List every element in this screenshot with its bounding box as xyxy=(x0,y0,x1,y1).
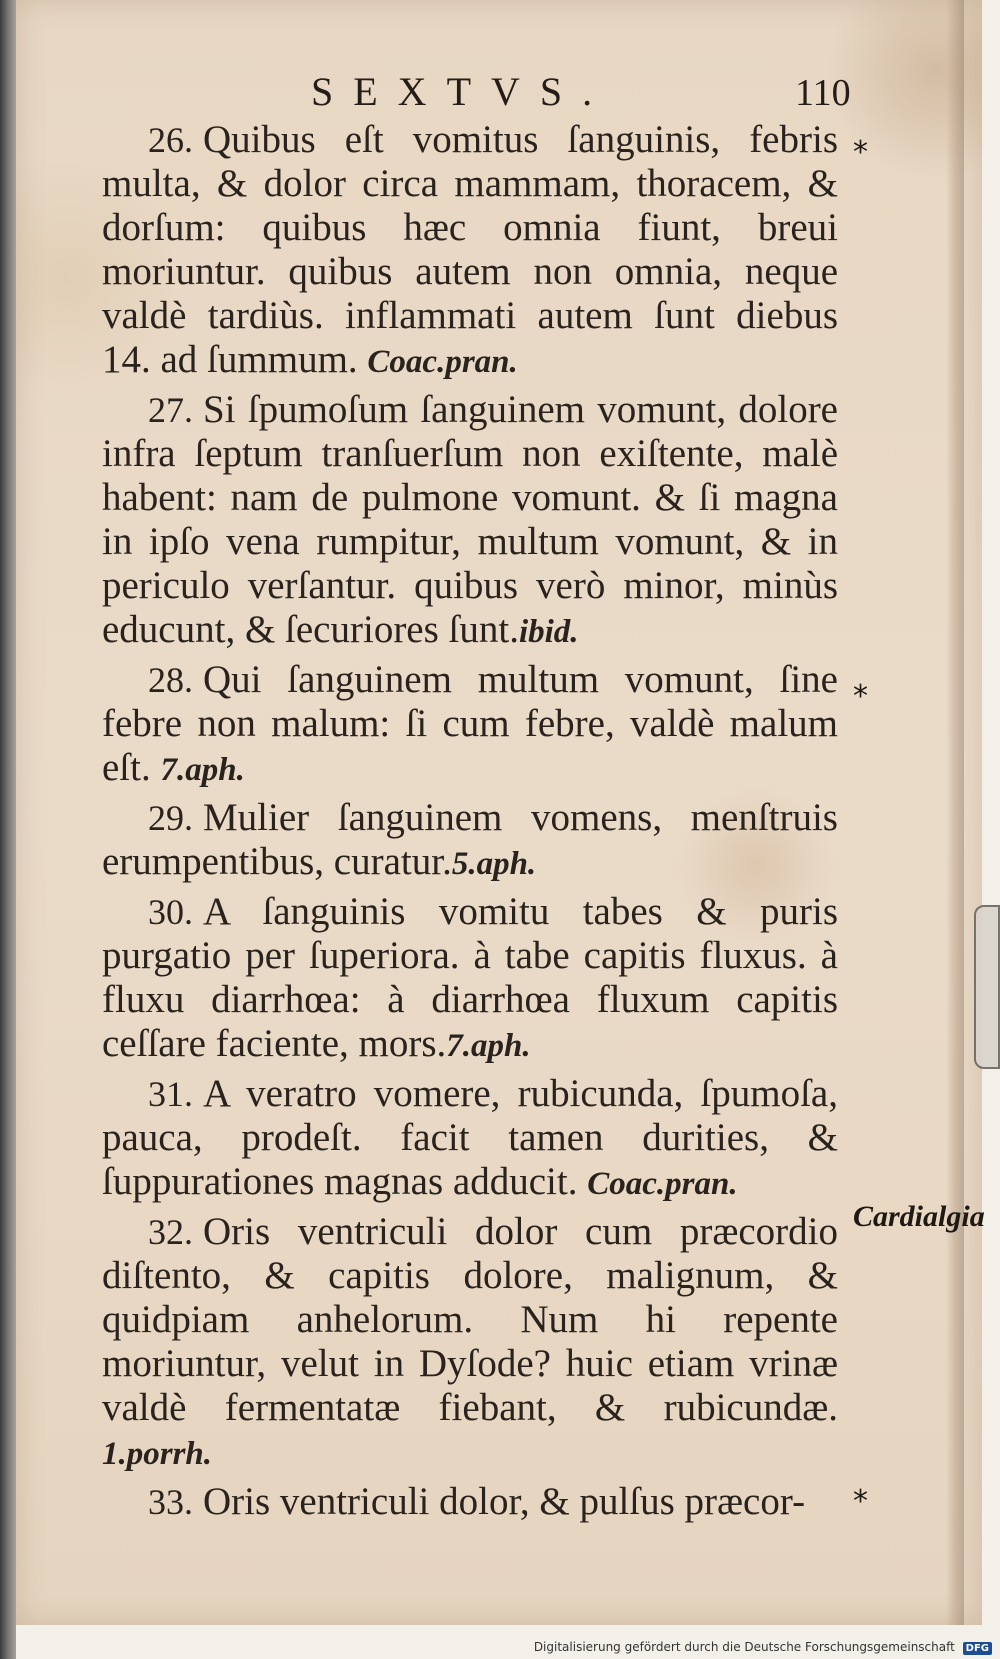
paragraph-27 xyxy=(102,388,838,654)
page-number: 110 xyxy=(795,72,851,114)
paragraph-33 xyxy=(102,1480,838,1524)
paragraph-text: Oris ventriculi dolor cum præcordio diſtento, & capitis dolore, malignum, & quidpiam anhelorum. Num hi repente moriuntur, velut in Dyſode? huic etiam vrinæ valdè fermentatæ fiebant, & rubicundæ. xyxy=(102,1210,838,1429)
page-edge-tab xyxy=(974,905,1000,1069)
paragraph-30 xyxy=(102,890,838,1068)
source-reference: 5.aph. xyxy=(451,846,537,882)
paragraph-31 xyxy=(102,1072,838,1206)
paragraph-text: Mulier ſanguinem vomens, menſtruis erumpentibus, curatur. xyxy=(102,796,838,883)
source-reference: Coac.pran. xyxy=(367,344,518,380)
dfg-logo: DFG xyxy=(963,1642,992,1655)
paragraph-29 xyxy=(102,796,838,886)
paragraph-number: 32. xyxy=(148,1212,193,1252)
paragraph-number: 27. xyxy=(148,390,193,430)
running-title: SEXTVS. xyxy=(311,69,613,114)
paragraph-number: 26. xyxy=(148,120,193,160)
source-reference: Coac.pran. xyxy=(587,1166,738,1202)
paragraph-text: Si ſpumoſum ſanguinem vomunt, dolore infra ſeptum tranſuerſum non exiſtente, malè habent: nam de pulmone vomunt. & ſi magna in ipſo vena rumpitur, multum vomunt, & in periculo verſantur. quibus verò minor, minùs educunt, & ſecuriores ſunt. xyxy=(102,388,838,651)
paragraph-text: A ſanguinis vomitu tabes & puris purgatio per ſuperiora. à tabe capitis fluxus. à fluxu diarrhœa: à diarrhœa fluxum capitis ceſſare faciente, mors. xyxy=(102,890,838,1065)
paragraph-number: 33. xyxy=(148,1482,193,1522)
book-page xyxy=(16,0,985,1625)
page-header xyxy=(16,69,982,114)
paragraph-number: 29. xyxy=(148,798,193,838)
paragraph-text: Oris ventriculi dolor, & pulſus præcor- xyxy=(203,1480,806,1523)
paragraph-number: 30. xyxy=(148,892,193,932)
paragraph-text: Quibus eſt vomitus ſanguinis, febris multa, & dolor circa mammam, thoracem, & dorſum: quibus hæc omnia fiunt, breui moriuntur. quibus autem non omnia, neque valdè tardiùs. inflammati autem ſunt diebus 14. ad ſummum. xyxy=(102,118,838,381)
paragraph-number: 31. xyxy=(148,1074,193,1114)
source-reference: 1.porrh. xyxy=(102,1436,213,1472)
margin-asterisk: * xyxy=(853,1484,868,1519)
source-reference: ibid. xyxy=(518,614,579,650)
margin-asterisk: * xyxy=(853,135,868,170)
paragraph-text: A veratro vomere, rubicunda, ſpumoſa, pauca, prodeſt. facit tamen durities, & ſuppurationes magnas adducit. xyxy=(102,1072,838,1203)
book-binding xyxy=(0,0,16,1659)
credit-text: Digitalisierung gefördert durch die Deutsche Forschungsgemeinschaft xyxy=(533,1640,955,1654)
margin-asterisk: * xyxy=(853,679,868,714)
page-edge xyxy=(946,0,964,1625)
paragraph-26 xyxy=(102,118,838,384)
digitization-credit xyxy=(534,1640,992,1655)
text-block xyxy=(102,118,838,1528)
paragraph-text: Qui ſanguinem multum vomunt, ſine febre non malum: ſi cum febre, valdè malum eſt. xyxy=(102,658,838,789)
margin-note-cardialgia: Cardialgia xyxy=(853,1200,985,1233)
paragraph-number: 28. xyxy=(148,660,193,700)
paragraph-28 xyxy=(102,658,838,792)
source-reference: 7.aph. xyxy=(446,1028,531,1064)
paragraph-32 xyxy=(102,1210,838,1476)
source-reference: 7.aph. xyxy=(160,752,245,788)
